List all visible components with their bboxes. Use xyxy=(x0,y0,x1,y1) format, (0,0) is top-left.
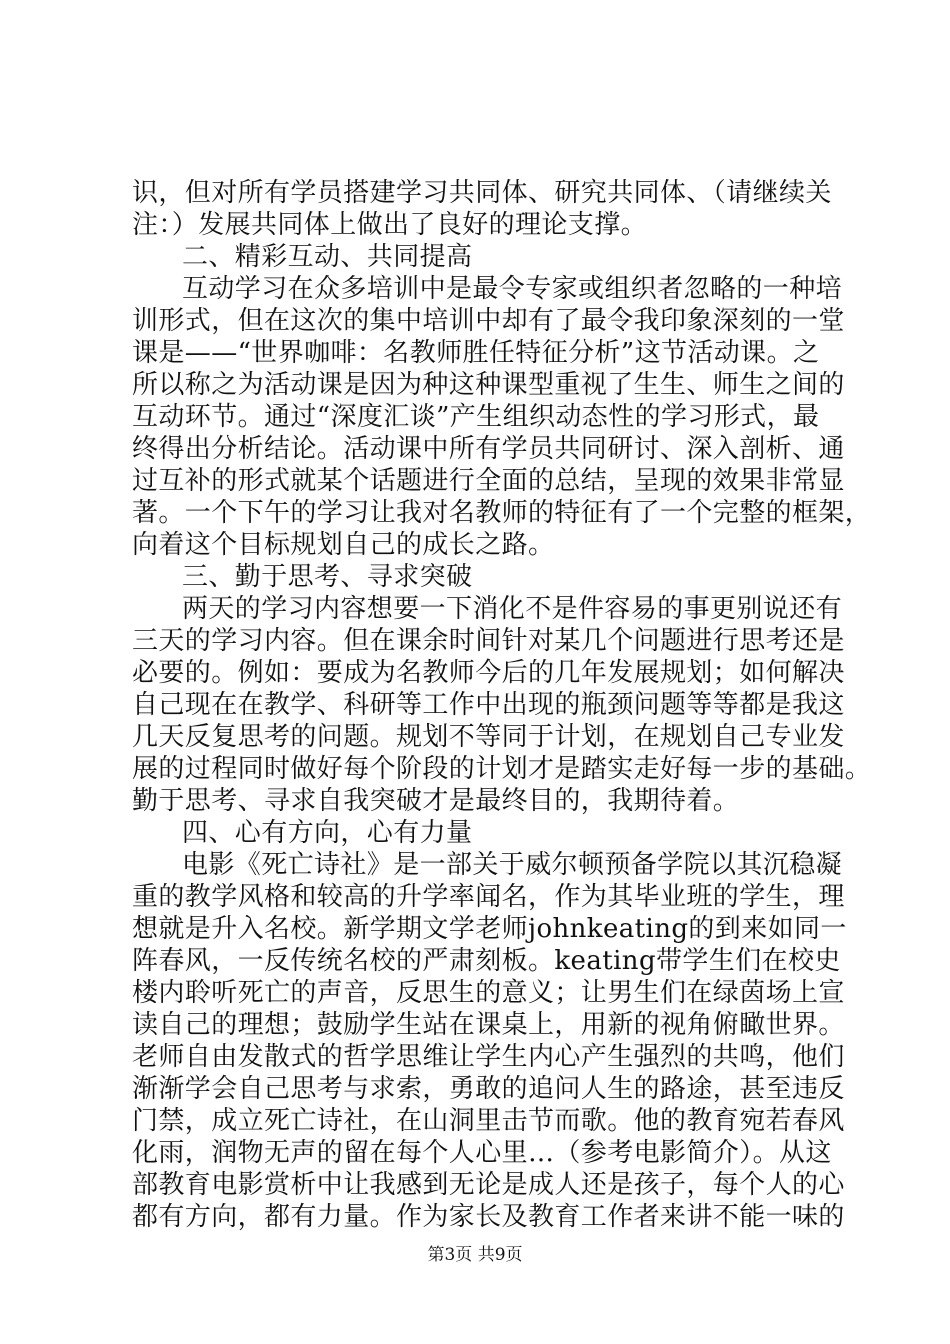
text-line: 想就是升入名校。新学期文学老师johnkeating的到来如同一 xyxy=(132,914,847,944)
text-line: 老师自由发散式的哲学思维让学生内心产生强烈的共鸣，他们 xyxy=(132,1042,845,1072)
paragraph-first-line: 两天的学习内容想要一下消化不是件容易的事更别说还有 xyxy=(182,594,843,624)
text-line: 训形式，但在这次的集中培训中却有了最令我印象深刻的一堂 xyxy=(132,306,845,336)
text-line: 展的过程同时做好每个阶段的计划才是踏实走好每一步的基础。 xyxy=(132,754,872,784)
text-line: 互动环节。通过“深度汇谈”产生组织动态性的学习形式，最 xyxy=(132,402,820,432)
text-line: 楼内聆听死亡的声音，反思生的意义；让男生们在绿茵场上宣 xyxy=(132,978,845,1008)
text-line: 几天反复思考的问题。规划不等同于计划，在规划自己专业发 xyxy=(132,722,845,752)
paragraph-first-line: 电影《死亡诗社》是一部关于威尔顿预备学院以其沉稳凝 xyxy=(182,850,843,880)
section-heading: 四、心有方向，心有力量 xyxy=(182,818,473,848)
text-line: 勤于思考、寻求自我突破才是最终目的，我期待着。 xyxy=(132,786,740,816)
text-line: 课是——“世界咖啡：名教师胜任特征分析”这节活动课。之 xyxy=(132,338,820,368)
paragraph-first-line: 互动学习在众多培训中是最令专家或组织者忽略的一种培 xyxy=(182,274,843,304)
text-line: 化雨，润物无声的留在每个人心里…（参考电影简介）。从这 xyxy=(132,1138,832,1168)
text-line: 都有方向，都有力量。作为家长及教育工作者来讲不能一味的 xyxy=(132,1202,845,1232)
text-line: 所以称之为活动课是因为种这种课型重视了生生、师生之间的 xyxy=(132,370,845,400)
text-line: 终得出分析结论。活动课中所有学员共同研讨、深入剖析、通 xyxy=(132,434,845,464)
text-line: 注：）发展共同体上做出了良好的理论支撑。 xyxy=(132,210,648,240)
text-line: 三天的学习内容。但在课余时间针对某几个问题进行思考还是 xyxy=(132,626,845,656)
text-line: 向着这个目标规划自己的成长之路。 xyxy=(132,530,555,560)
text-line: 必要的。例如：要成为名教师今后的几年发展规划；如何解决 xyxy=(132,658,845,688)
text-line: 读自己的理想；鼓励学生站在课桌上，用新的视角俯瞰世界。 xyxy=(132,1010,845,1040)
text-line: 识，但对所有学员搭建学习共同体、研究共同体、（请继续关 xyxy=(132,178,832,208)
text-line: 门禁，成立死亡诗社，在山洞里击节而歌。他的教育宛若春风 xyxy=(132,1106,845,1136)
section-heading: 二、精彩互动、共同提高 xyxy=(182,242,473,272)
text-line: 部教育电影赏析中让我感到无论是成人还是孩子，每个人的心 xyxy=(132,1170,845,1200)
text-line: 渐渐学会自己思考与求索，勇敢的追问人生的路途，甚至违反 xyxy=(132,1074,845,1104)
text-line: 过互补的形式就某个话题进行全面的总结，呈现的效果非常显 xyxy=(132,466,845,496)
section-heading: 三、勤于思考、寻求突破 xyxy=(182,562,473,592)
text-line: 自己现在在教学、科研等工作中出现的瓶颈问题等等都是我这 xyxy=(132,690,845,720)
text-line: 著。一个下午的学习让我对名教师的特征有了一个完整的框架， xyxy=(132,498,872,528)
text-line: 重的教学风格和较高的升学率闻名，作为其毕业班的学生，理 xyxy=(132,882,845,912)
text-line: 阵春风，一反传统名校的严肃刻板。keating带学生们在校史 xyxy=(132,946,841,976)
page-footer: 第3页 共9页 xyxy=(427,1245,523,1265)
